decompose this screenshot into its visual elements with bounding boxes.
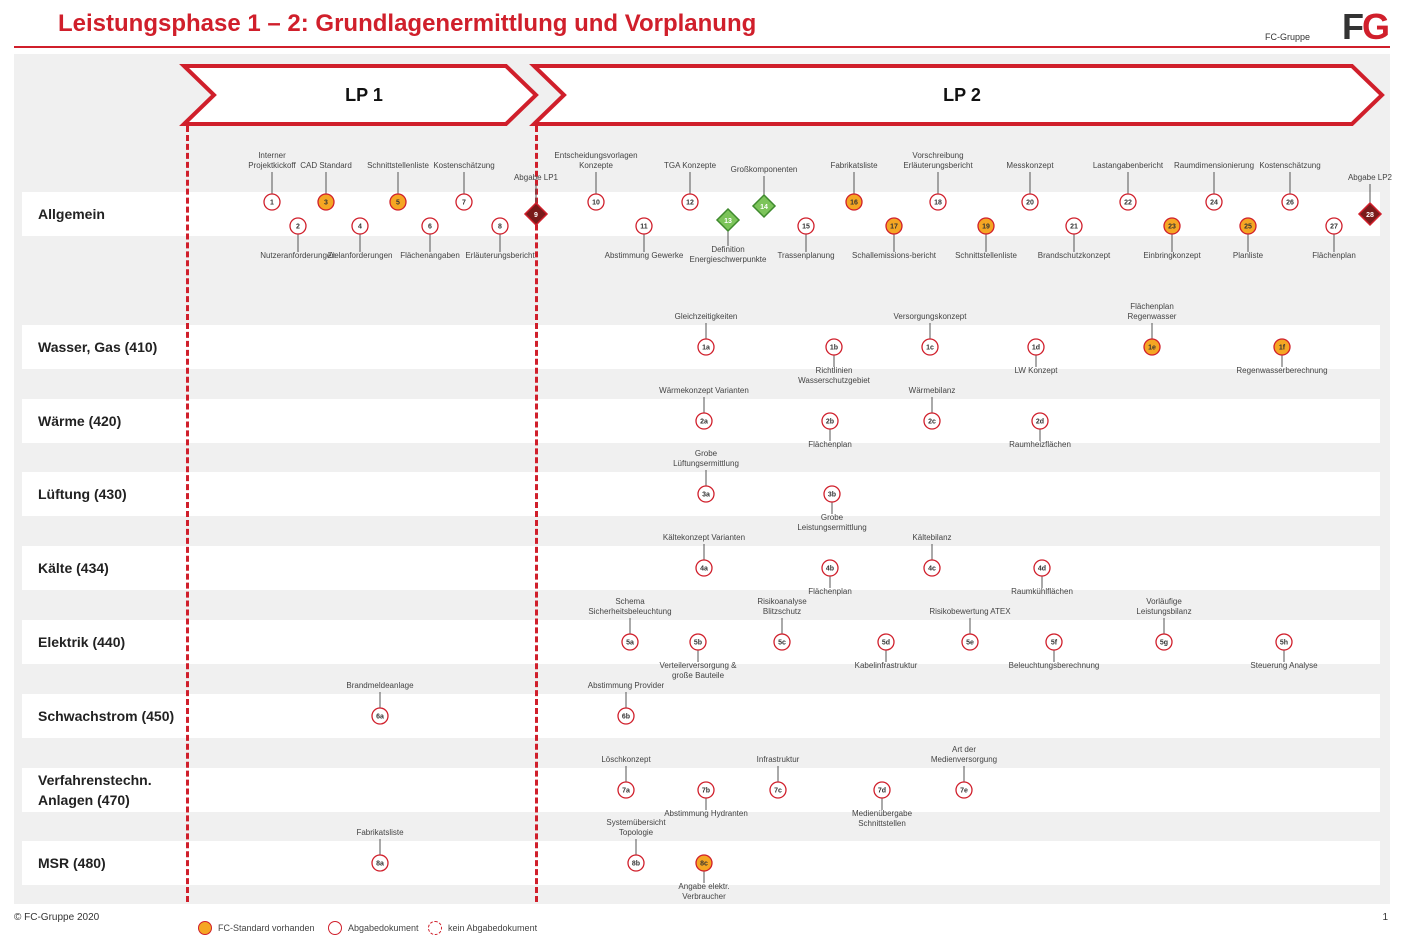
node-27 xyxy=(1312,218,1356,260)
node-label: Topologie xyxy=(618,828,654,837)
legend-label: kein Abgabedokument xyxy=(448,923,538,933)
node-label: Kabelinfrastruktur xyxy=(854,661,918,670)
node-label: Projektkickoff xyxy=(248,161,296,170)
node-6a xyxy=(346,681,414,724)
node-23 xyxy=(1143,218,1201,260)
node-5c xyxy=(757,597,807,650)
node-label: Gleichzeitigkeiten xyxy=(674,312,738,321)
node-1b xyxy=(798,339,871,385)
node-id: 10 xyxy=(592,199,600,207)
node-3 xyxy=(300,161,352,210)
phase-label: LP 1 xyxy=(345,85,383,105)
node-id: 28 xyxy=(1366,212,1374,219)
node-id: 8c xyxy=(700,860,708,868)
page-number: 1 xyxy=(1382,912,1388,923)
node-11 xyxy=(605,218,684,260)
node-id: 1b xyxy=(829,344,839,352)
node-label: Trassenplanung xyxy=(777,251,835,260)
node-label: Infrastruktur xyxy=(756,755,800,764)
node-1e xyxy=(1128,302,1177,355)
node-id: 4b xyxy=(825,565,835,573)
node-5 xyxy=(367,161,429,210)
node-20 xyxy=(1006,161,1054,210)
node-2d xyxy=(1009,413,1071,449)
node-label: LW Konzept xyxy=(1014,366,1058,375)
node-id: 4c xyxy=(928,565,936,573)
node-4a xyxy=(663,533,745,576)
standard-dot-icon xyxy=(198,921,212,935)
node-9 xyxy=(514,173,559,225)
node-label: Schallemissions-bericht xyxy=(851,251,937,260)
node-8b xyxy=(606,818,666,871)
node-8a xyxy=(356,828,404,871)
node-label: Art der xyxy=(951,745,977,754)
row-label: Elektrik (440) xyxy=(38,634,126,650)
node-label: Abstimmung Provider xyxy=(587,681,665,690)
brand-text: FC-Gruppe xyxy=(1264,32,1310,42)
node-label: Medienversorgung xyxy=(930,755,998,764)
node-1d xyxy=(1015,339,1059,375)
node-5h xyxy=(1250,634,1318,670)
node-5g xyxy=(1136,597,1191,650)
node-label: TGA Konzepte xyxy=(663,161,717,170)
node-label: Abgabe LP2 xyxy=(1347,173,1393,182)
node-13 xyxy=(690,209,767,264)
node-4b xyxy=(808,560,852,596)
node-2c xyxy=(909,386,956,429)
node-17 xyxy=(852,218,937,260)
node-1c xyxy=(894,312,968,355)
node-7 xyxy=(433,161,494,210)
node-id: 2c xyxy=(928,418,936,426)
node-12 xyxy=(664,161,717,210)
node-label: Entscheidungsvorlagen xyxy=(554,151,638,160)
node-id: 7c xyxy=(774,787,782,795)
node-label: Wasserschutzgebiet xyxy=(798,376,870,385)
node-label: Richtlinien xyxy=(815,366,853,375)
node-id: 6a xyxy=(376,713,384,721)
node-label: Regenwasser xyxy=(1127,312,1177,321)
node-5e xyxy=(929,607,1011,650)
node-label: Verbraucher xyxy=(682,892,726,901)
node-id: 26 xyxy=(1286,199,1294,207)
node-id: 15 xyxy=(802,223,810,231)
node-24 xyxy=(1174,161,1254,210)
node-label: Flächenplan xyxy=(1130,302,1174,311)
node-4c xyxy=(912,533,951,576)
node-id: 7a xyxy=(622,787,630,795)
node-label: Schnittstellenliste xyxy=(367,161,429,170)
node-id: 5f xyxy=(1050,639,1058,647)
row-label: Verfahrenstechn. Anlagen (470) xyxy=(38,772,152,808)
node-8 xyxy=(465,218,535,260)
node-1f xyxy=(1236,339,1327,375)
node-4d xyxy=(1011,560,1073,596)
node-id: 4a xyxy=(700,565,708,573)
node-label: Nutzeranforderungen xyxy=(260,251,336,260)
node-id: 5e xyxy=(966,639,974,647)
node-label: Kältekonzept Varianten xyxy=(662,533,746,542)
node-5d xyxy=(855,634,918,670)
node-6 xyxy=(400,218,460,260)
node-id: 2b xyxy=(825,418,835,426)
node-label: Erläuterungsbericht xyxy=(465,251,535,260)
row-label: Lüftung (430) xyxy=(38,486,127,502)
node-label: Interner xyxy=(258,151,286,160)
node-id: 24 xyxy=(1210,199,1218,207)
node-label: Definition xyxy=(711,245,745,254)
node-id: 9 xyxy=(534,212,538,219)
node-label: Leistungsbilanz xyxy=(1136,607,1192,616)
node-label: Risikobewertung ATEX xyxy=(929,607,1011,616)
node-label: Abgabe LP1 xyxy=(513,173,559,182)
node-id: 3 xyxy=(324,199,328,207)
node-1 xyxy=(248,151,296,210)
node-id: 7 xyxy=(462,199,466,207)
node-label: Abstimmung Gewerke xyxy=(604,251,684,260)
node-id: 4 xyxy=(358,223,362,231)
node-label: Sicherheitsbeleuchtung xyxy=(588,607,672,616)
page-title: Leistungsphase 1 – 2: Grundlagenermittlung und Vorplanung xyxy=(58,10,757,37)
node-5a xyxy=(588,597,671,650)
node-id: 1 xyxy=(270,199,274,207)
node-id: 3a xyxy=(702,491,710,499)
node-id: 2a xyxy=(700,418,708,426)
node-id: 17 xyxy=(890,223,898,231)
node-id: 25 xyxy=(1244,223,1252,231)
node-22 xyxy=(1093,161,1164,210)
node-2a xyxy=(659,386,749,429)
node-label: Konzepte xyxy=(579,161,613,170)
node-16 xyxy=(830,161,878,210)
row-label: Wärme (420) xyxy=(38,413,122,429)
node-label: Großkomponenten xyxy=(730,165,798,174)
node-id: 6b xyxy=(621,713,631,721)
node-label: Regenwasserberechnung xyxy=(1236,366,1328,375)
node-label: Schnittstellenliste xyxy=(955,251,1017,260)
row-label: MSR (480) xyxy=(38,855,106,871)
node-id: 5g xyxy=(1159,639,1169,647)
node-2b xyxy=(808,413,852,449)
node-8c xyxy=(678,855,729,901)
node-id: 18 xyxy=(934,199,942,207)
node-id: 13 xyxy=(724,218,732,225)
node-label: Schnittstellen xyxy=(858,819,906,828)
node-id: 21 xyxy=(1070,223,1078,231)
node-id: 1c xyxy=(926,344,934,352)
node-15 xyxy=(777,218,834,260)
node-id: 7e xyxy=(960,787,968,795)
node-id: 5h xyxy=(1279,639,1289,647)
node-label: CAD Standard xyxy=(300,161,352,170)
node-id: 1e xyxy=(1148,344,1156,352)
node-id: 8a xyxy=(376,860,384,868)
node-id: 12 xyxy=(686,199,694,207)
node-4 xyxy=(328,218,393,260)
node-label: Energieschwerpunkte xyxy=(689,255,767,264)
legend-label: FC-Standard vorhanden xyxy=(218,923,315,933)
node-label: große Bauteile xyxy=(671,671,725,680)
kein-abgabe-dot-icon xyxy=(428,921,442,935)
node-id: 14 xyxy=(760,204,768,211)
node-id: 7d xyxy=(877,787,887,795)
node-id: 19 xyxy=(982,223,990,231)
node-7b xyxy=(664,782,748,818)
node-id: 1a xyxy=(702,344,710,352)
node-label: Kostenschätzung xyxy=(1259,161,1321,170)
node-5f xyxy=(1009,634,1100,670)
node-label: Verteilerversorgung & xyxy=(659,661,737,670)
node-label: Grobe xyxy=(694,449,718,458)
node-label: Abstimmung Hydranten xyxy=(664,809,748,818)
legend-label: Abgabedokument xyxy=(348,923,419,933)
node-label: Wärmebilanz xyxy=(908,386,956,395)
node-label: Lüftungsermittlung xyxy=(673,459,739,468)
node-id: 7b xyxy=(701,787,711,795)
node-18 xyxy=(903,151,973,210)
brand-logo-icon: FG xyxy=(1341,6,1388,47)
node-label: Flächenplan xyxy=(808,587,852,596)
node-id: 8b xyxy=(631,860,641,868)
node-id: 2 xyxy=(296,223,300,231)
node-label: Raumkühlflächen xyxy=(1011,587,1073,596)
node-id: 16 xyxy=(850,199,858,207)
node-id: 22 xyxy=(1124,199,1132,207)
node-label: Messkonzept xyxy=(1006,161,1054,170)
node-label: Brandmeldeanlage xyxy=(346,681,414,690)
node-21 xyxy=(1038,218,1111,260)
node-label: Kostenschätzung xyxy=(433,161,495,170)
node-label: Löschkonzept xyxy=(601,755,651,764)
node-id: 20 xyxy=(1026,199,1034,207)
node-id: 2d xyxy=(1035,418,1045,426)
row-label: Kälte (434) xyxy=(38,560,109,576)
node-label: Zielanforderungen xyxy=(327,251,393,260)
node-label: Beleuchtungsberechnung xyxy=(1008,661,1100,670)
node-label: Schema xyxy=(615,597,645,606)
node-label: Lastangabenbericht xyxy=(1092,161,1164,170)
node-14 xyxy=(731,165,798,217)
node-id: 27 xyxy=(1330,223,1338,231)
node-label: Flächenplan xyxy=(1312,251,1356,260)
node-label: Vorläufige xyxy=(1146,597,1182,606)
node-7a xyxy=(601,755,651,798)
node-id: 11 xyxy=(640,223,648,231)
abgabe-dot-icon xyxy=(328,921,342,935)
node-label: Kältebilanz xyxy=(912,533,952,542)
row-label: Wasser, Gas (410) xyxy=(38,339,158,355)
row-label: Allgemein xyxy=(38,206,105,222)
node-label: Flächenplan xyxy=(808,440,852,449)
node-label: Fabrikatsliste xyxy=(830,161,878,170)
node-label: Raumheizflächen xyxy=(1009,440,1071,449)
node-id: 6 xyxy=(428,223,432,231)
node-19 xyxy=(955,218,1017,260)
node-1a xyxy=(675,312,738,355)
node-label: Erläuterungsbericht xyxy=(903,161,973,170)
node-id: 5 xyxy=(396,199,400,207)
node-5b xyxy=(660,634,738,680)
node-28 xyxy=(1348,173,1393,225)
node-6b xyxy=(588,681,665,724)
node-label: Angabe elektr. xyxy=(678,882,730,891)
node-7d xyxy=(852,782,913,828)
phase-label: LP 2 xyxy=(943,85,981,105)
node-label: Wärmekonzept Varianten xyxy=(659,386,749,395)
node-3b xyxy=(797,486,866,532)
node-2 xyxy=(260,218,336,260)
copyright: © FC-Gruppe 2020 xyxy=(14,912,100,923)
node-label: Planliste xyxy=(1232,251,1264,260)
node-label: Systemübersicht xyxy=(606,818,666,827)
node-label: Versorgungskonzept xyxy=(893,312,967,321)
node-7e xyxy=(931,745,997,798)
node-id: 5d xyxy=(881,639,891,647)
node-label: Einbringkonzept xyxy=(1143,251,1201,260)
node-10 xyxy=(554,151,637,210)
node-id: 23 xyxy=(1168,223,1176,231)
row-label: Schwachstrom (450) xyxy=(38,708,175,724)
node-id: 5a xyxy=(626,639,634,647)
node-label: Steuerung Analyse xyxy=(1250,661,1318,670)
node-id: 5b xyxy=(693,639,703,647)
node-label: Blitzschutz xyxy=(762,607,802,616)
node-id: 3b xyxy=(827,491,837,499)
node-25 xyxy=(1233,218,1264,260)
node-label: Grobe xyxy=(820,513,844,522)
node-id: 5c xyxy=(778,639,786,647)
node-label: Raumdimensionierung xyxy=(1173,161,1255,170)
node-label: Brandschutzkonzept xyxy=(1037,251,1111,260)
node-26 xyxy=(1259,161,1320,210)
node-label: Leistungsermittlung xyxy=(797,523,867,532)
node-id: 1f xyxy=(1278,344,1286,352)
node-label: Risikoanalyse xyxy=(757,597,807,606)
node-label: Medienübergabe xyxy=(851,809,913,818)
node-id: 8 xyxy=(498,223,502,231)
node-3a xyxy=(673,449,739,502)
node-7c xyxy=(757,755,800,798)
node-id: 1d xyxy=(1031,344,1041,352)
node-label: Fabrikatsliste xyxy=(356,828,404,837)
node-id: 4d xyxy=(1037,565,1047,573)
node-label: Flächenangaben xyxy=(400,251,460,260)
node-label: Vorschreibung xyxy=(912,151,964,160)
